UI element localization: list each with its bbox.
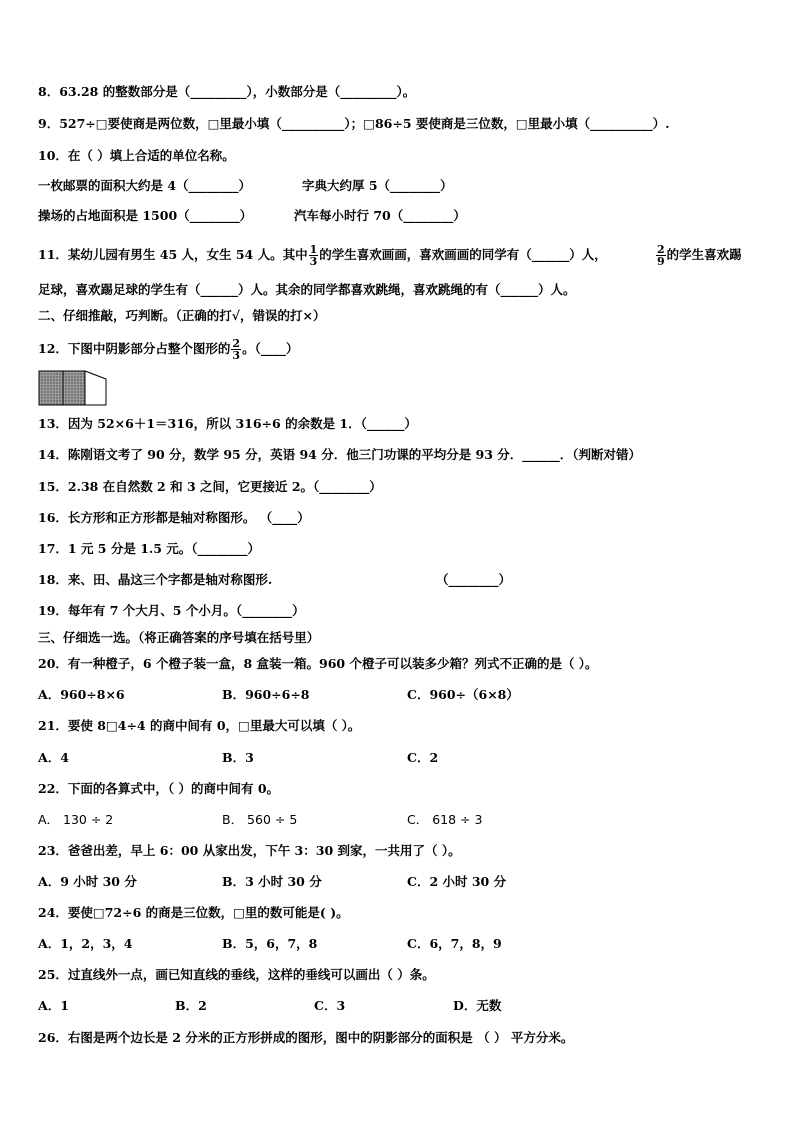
q25-option-a: A．1 [38,998,69,1013]
shaded-part-2 [63,371,85,405]
section-2-heading: 二、仔细推敲，巧判断。（正确的打√，错误的打×） [38,308,326,323]
question-22: 22．下面的各算式中，（ ）的商中间有 0。 [38,781,280,796]
question-12 [38,338,298,361]
fraction-two-thirds: $\frac{2}{3}$ [232,337,241,362]
question-10-c: 操场的占地面积是 1500（________） [38,208,253,223]
q24-option-b: B．5，6，7，8 [222,936,318,951]
fraction-two-ninths: $\frac{2}{9}$ [657,243,665,268]
question-12-text-a: 12．下图中阴影部分占整个图形的 [38,341,231,356]
question-9: 9．527÷□要使商是两位数，□里最小填（__________）；□86÷5 要使商是三位数，□里最小填（__________）. [38,116,670,131]
question-15: 15．2.38 在自然数 2 和 3 之间，它更接近 2。（________） [38,479,382,494]
question-11-text-c: 的学生喜欢踢 [666,247,742,262]
q20-option-b: B．960÷6÷8 [222,687,310,702]
q21-option-a: A．4 [38,750,69,765]
q22-option-b: B． 560 ÷ 5 [222,812,298,827]
q20-option-a: A．960÷8×6 [38,687,125,702]
shaded-trapezoid-figure [38,370,114,406]
q25-option-b: B．2 [175,998,207,1013]
unshaded-part [85,371,106,405]
q25-option-c: C．3 [314,998,346,1013]
question-10-d: 汽车每小时行 70（________） [294,208,466,223]
question-11-text-b: 的学生喜欢画画，喜欢画画的同学有（______）人， [319,247,607,262]
question-23: 23．爸爸出差，早上 6：00 从家出发，下午 3：30 到家，一共用了（ ）。 [38,843,461,858]
question-11-line1-right [655,244,742,267]
q24-option-c: C．6，7，8，9 [407,936,502,951]
q22-option-c: C． 618 ÷ 3 [407,812,483,827]
question-10: 10．在（ ）填上合适的单位名称。 [38,148,235,163]
question-24: 24．要使□72÷6 的商是三位数，□里的数可能是( )。 [38,905,349,920]
question-11-line2: 足球，喜欢踢足球的学生有（______）人。其余的同学都喜欢跳绳，喜欢跳绳的有（______）人。 [38,282,576,297]
fraction-one-third: $\frac{1}{3}$ [309,243,318,268]
question-8: 8．63.28 的整数部分是（_________），小数部分是（_________）。 [38,84,416,99]
question-20: 20．有一种橙子，6 个橙子装一盒，8 盒装一箱。960 个橙子可以装多少箱？列式不正确的是（ ）。 [38,656,598,671]
question-21: 21．要使 8□4÷4 的商中间有 0，□里最大可以填（ ）。 [38,718,361,733]
question-25: 25．过直线外一点，画已知直线的垂线，这样的垂线可以画出（ ）条。 [38,967,435,982]
shaded-part-1 [39,371,63,405]
question-10-b: 字典大约厚 5（________） [302,178,453,193]
question-18-answer-blank: （________） [436,572,512,587]
question-26: 26．右图是两个边长是 2 分米的正方形拼成的图形，图中的阴影部分的面积是 （ ） 平方分米。 [38,1030,574,1045]
question-10-a: 一枚邮票的面积大约是 4（________） [38,178,252,193]
q23-option-b: B．3 小时 30 分 [222,874,322,889]
q20-option-c: C．960÷（6×8） [407,687,519,702]
question-13: 13．因为 52×6＋1＝316，所以 316÷6 的余数是 1．（______） [38,416,417,431]
question-12-text-b: 。（____） [242,341,299,356]
q23-option-a: A．9 小时 30 分 [38,874,137,889]
question-17: 17．1 元 5 分是 1.5 元。（________） [38,541,261,556]
question-18: 18．来、田、晶这三个字都是轴对称图形. [38,572,273,587]
question-14: 14．陈刚语文考了 90 分，数学 95 分，英语 94 分．他三门功课的平均分是 93 分．______．（判断对错） [38,447,642,462]
question-16: 16．长方形和正方形都是轴对称图形。 （____） [38,510,310,525]
question-19: 19．每年有 7 个大月、5 个小月。（________） [38,603,305,618]
question-11-line1 [38,244,607,267]
q21-option-b: B．3 [222,750,254,765]
q24-option-a: A．1，2，3，4 [38,936,133,951]
question-11-text-a: 11．某幼儿园有男生 45 人，女生 54 人。其中 [38,247,308,262]
q25-option-d: D．无数 [453,998,502,1013]
section-3-heading: 三、仔细选一选。（将正确答案的序号填在括号里） [38,630,320,645]
q22-option-a: A． 130 ÷ 2 [38,812,114,827]
q21-option-c: C．2 [407,750,439,765]
q23-option-c: C．2 小时 30 分 [407,874,507,889]
